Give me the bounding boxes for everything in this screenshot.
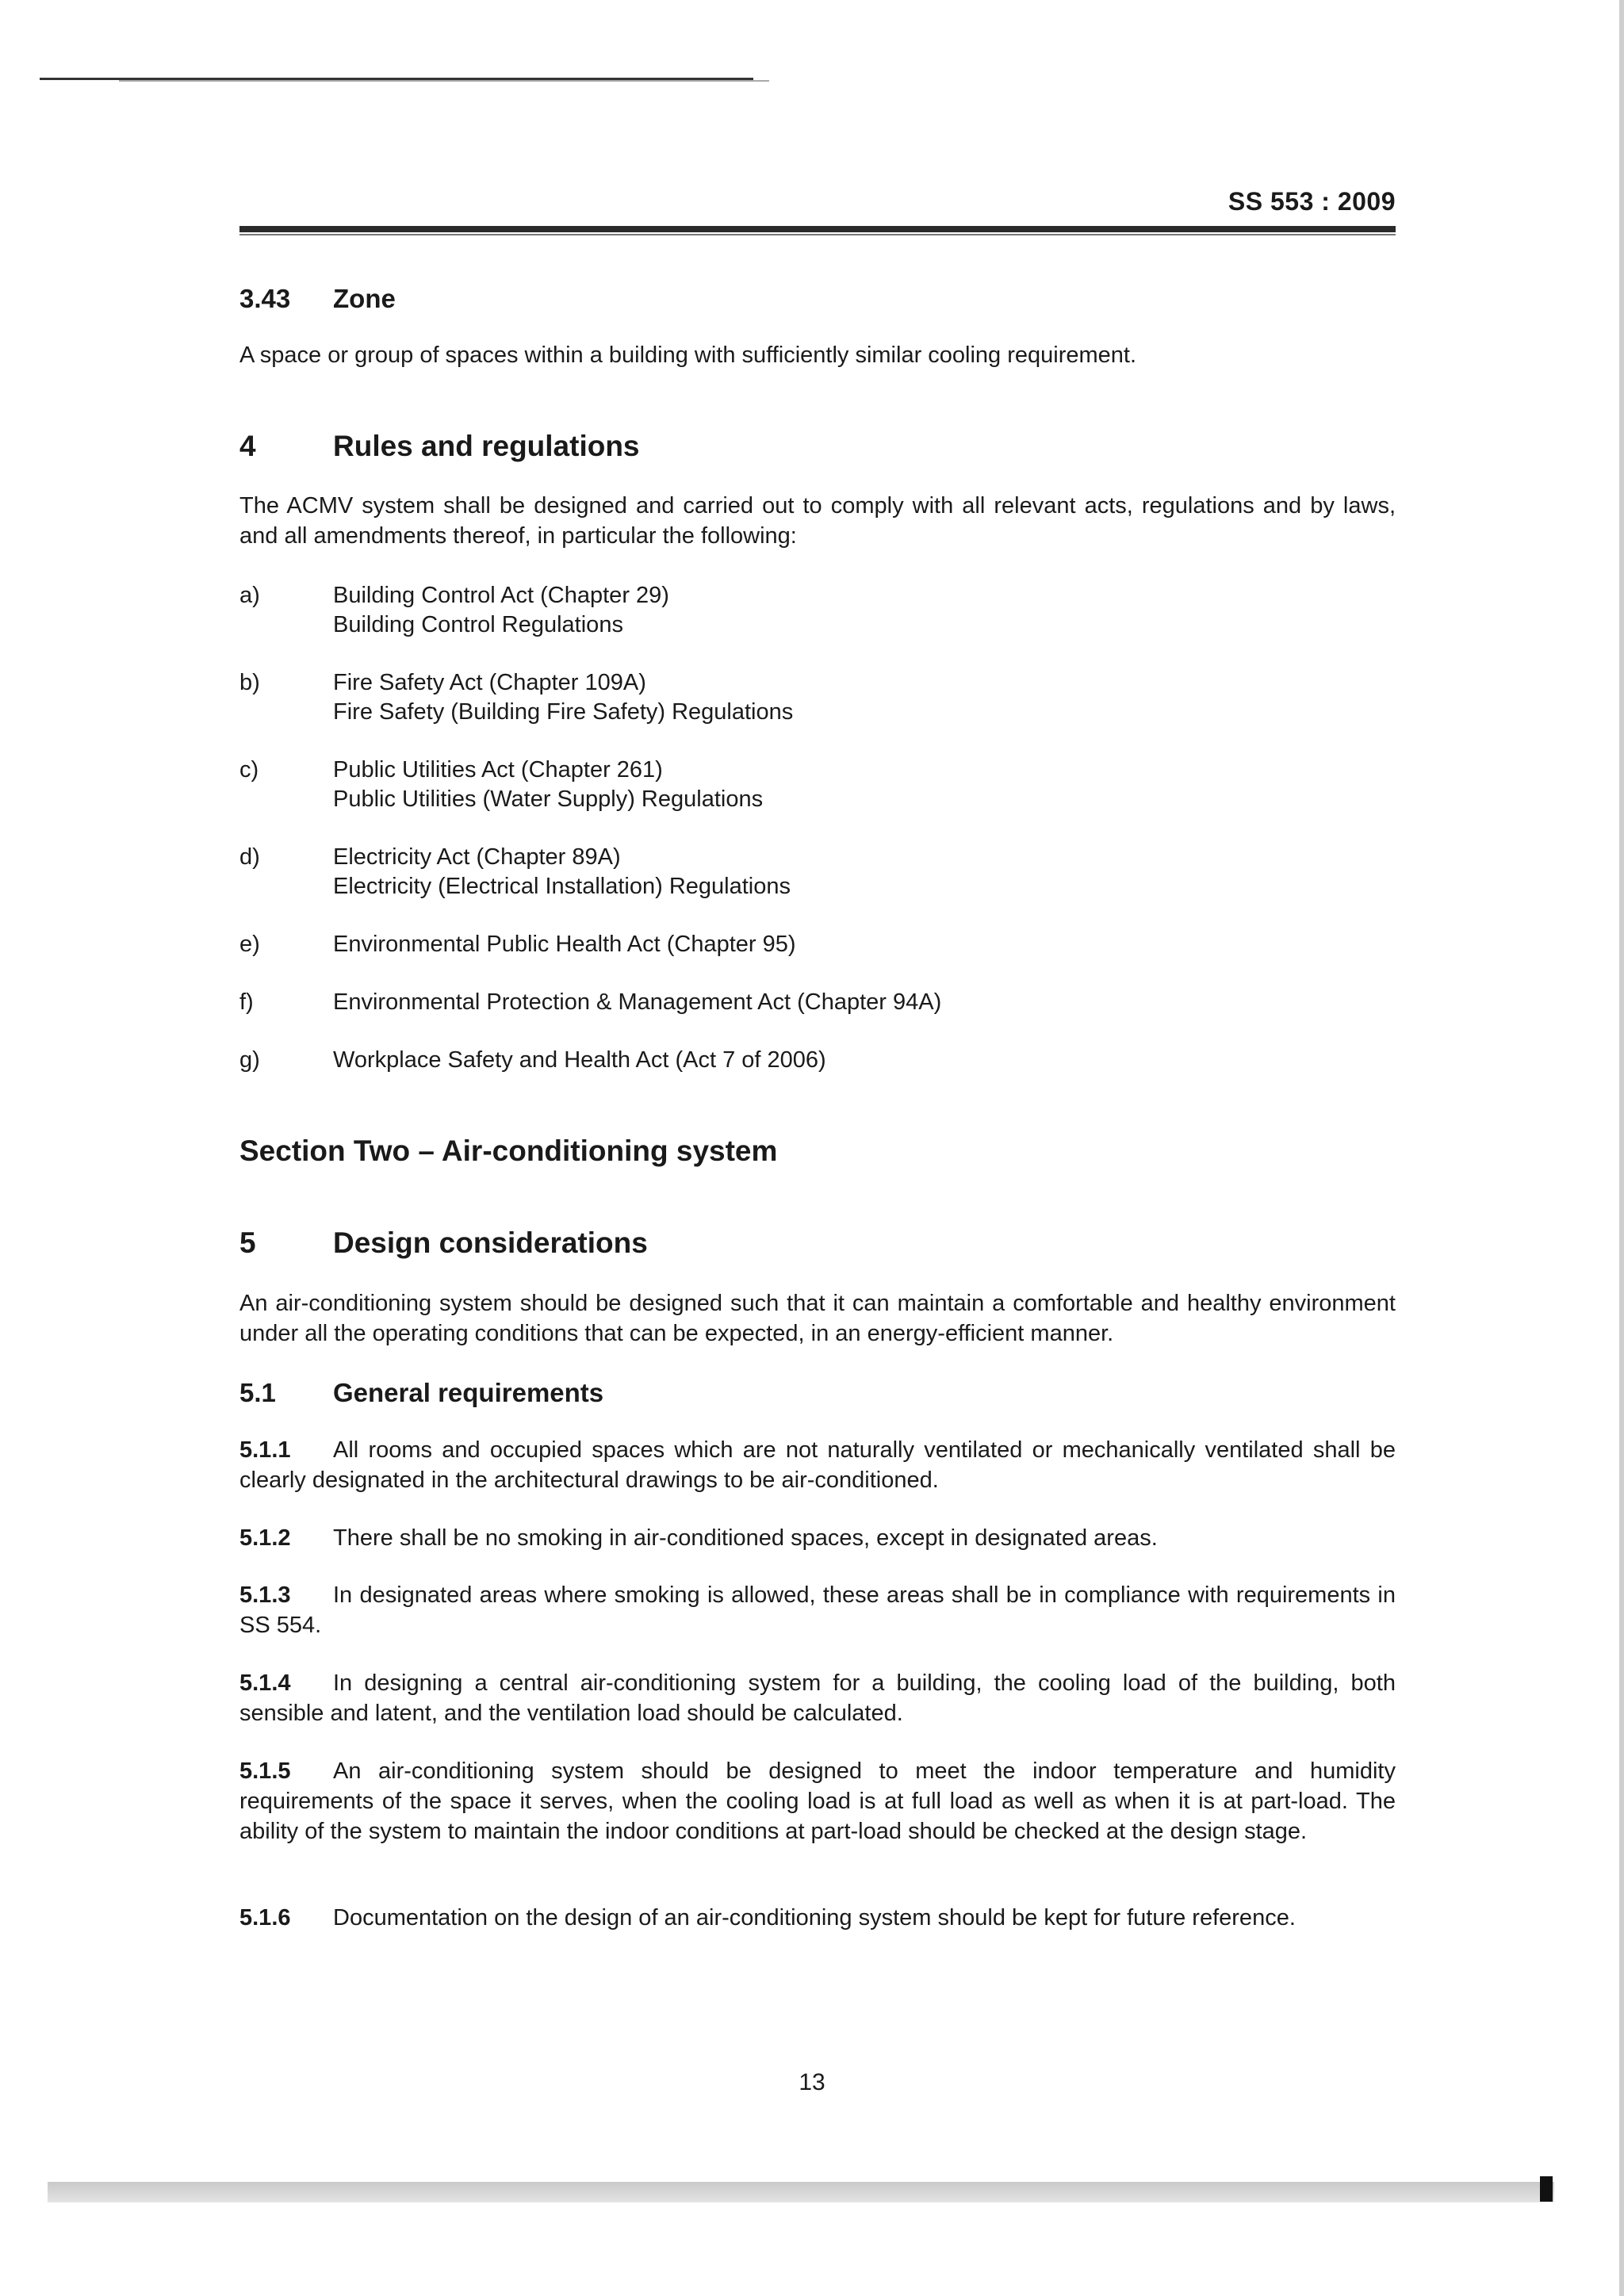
list-item-line: Workplace Safety and Health Act (Act 7 of 2006): [333, 1047, 826, 1073]
list-marker: f): [239, 989, 254, 1015]
design-intro: An air-conditioning system should be designed such that it can maintain a comfortable and healthy environment under all the operating conditions that can be expected, in an energy-efficient manner.: [239, 1291, 1396, 1346]
list-item-line: Building Control Act (Chapter 29): [333, 583, 669, 608]
rules-heading: [239, 430, 1396, 463]
general-number: 5.1: [239, 1378, 276, 1407]
list-item-line: Environmental Public Health Act (Chapter 95): [333, 932, 796, 957]
list-item-line: Building Control Regulations: [333, 612, 623, 637]
rules-number: 4: [239, 430, 256, 462]
clause-text: Documentation on the design of an air-conditioning system should be kept for future reference.: [333, 1905, 1296, 1931]
list-marker: e): [239, 932, 260, 957]
design-title: Design considerations: [333, 1226, 648, 1259]
list-marker: a): [239, 583, 260, 608]
scan-artifact-mark: [1540, 2176, 1553, 2202]
page-number: 13: [799, 2069, 825, 2095]
clause-text: An air-conditioning system should be designed to meet the indoor temperature and humidity requirements of the space it serves, when the cooling load is at full load as well as when it is at part-load. The ability of the system to maintain the indoor conditions at part-load should be checked at the design stage.: [239, 1758, 1396, 1844]
zone-text: A space or group of spaces within a building with sufficiently similar cooling requirement.: [239, 342, 1137, 368]
list-item-line: Environmental Protection & Management Act (Chapter 94A): [333, 989, 942, 1015]
clause: [239, 1903, 1396, 1933]
header-rule: [239, 226, 1396, 232]
rules-title: Rules and regulations: [333, 430, 640, 462]
clause: [239, 1523, 1396, 1553]
list-item-line: Public Utilities (Water Supply) Regulations: [333, 786, 764, 812]
clause-number: 5.1.5: [239, 1758, 291, 1784]
clause-text: In designated areas where smoking is allowed, these areas shall be in compliance with requirements in SS 554.: [239, 1582, 1396, 1638]
design-number: 5: [239, 1226, 256, 1259]
rules-intro: The ACMV system shall be designed and carried out to comply with all relevant acts, regulations and by laws, and all amendments thereof, in particular the following:: [239, 493, 1396, 549]
zone-heading: [239, 284, 1396, 314]
clause: [239, 1668, 1396, 1728]
clause-number: 5.1.3: [239, 1582, 291, 1608]
page-edge: [1619, 0, 1624, 2296]
list-item-line: Public Utilities Act (Chapter 261): [333, 757, 663, 783]
design-heading: [239, 1226, 1396, 1260]
zone-number: 3.43: [239, 284, 291, 313]
list-item-line: Fire Safety (Building Fire Safety) Regulations: [333, 699, 794, 725]
list-marker: d): [239, 844, 260, 870]
clause: [239, 1435, 1396, 1495]
list-item-line: Electricity Act (Chapter 89A): [333, 844, 621, 870]
section-title: Section Two – Air-conditioning system: [239, 1135, 778, 1167]
general-heading: [239, 1378, 1396, 1408]
clause-number: 5.1.2: [239, 1525, 291, 1551]
list-marker: c): [239, 757, 259, 783]
header-rule-thin: [239, 234, 1396, 235]
clause-number: 5.1.4: [239, 1670, 291, 1696]
clause-number: 5.1.1: [239, 1437, 291, 1463]
clause-text: All rooms and occupied spaces which are not naturally ventilated or mechanically ventilated shall be clearly designated in the architectural drawings to be air-conditioned.: [239, 1437, 1396, 1493]
list-item-line: Fire Safety Act (Chapter 109A): [333, 670, 646, 695]
clause: [239, 1756, 1396, 1846]
list-item-line: Electricity (Electrical Installation) Regulations: [333, 874, 791, 899]
scan-artifact-line-thin: [119, 80, 769, 82]
clause-text: In designing a central air-conditioning system for a building, the cooling load of the building, both sensible and latent, and the ventilation load should be calculated.: [239, 1670, 1396, 1726]
list-marker: g): [239, 1047, 260, 1073]
list-marker: b): [239, 670, 260, 695]
zone-title: Zone: [333, 284, 396, 313]
clause-text: There shall be no smoking in air-conditioned spaces, except in designated areas.: [333, 1525, 1158, 1551]
clause: [239, 1580, 1396, 1640]
general-title: General requirements: [333, 1378, 604, 1407]
clause-number: 5.1.6: [239, 1905, 291, 1931]
scan-artifact-band: [48, 2182, 1554, 2202]
document-code: SS 553 : 2009: [1228, 187, 1396, 216]
